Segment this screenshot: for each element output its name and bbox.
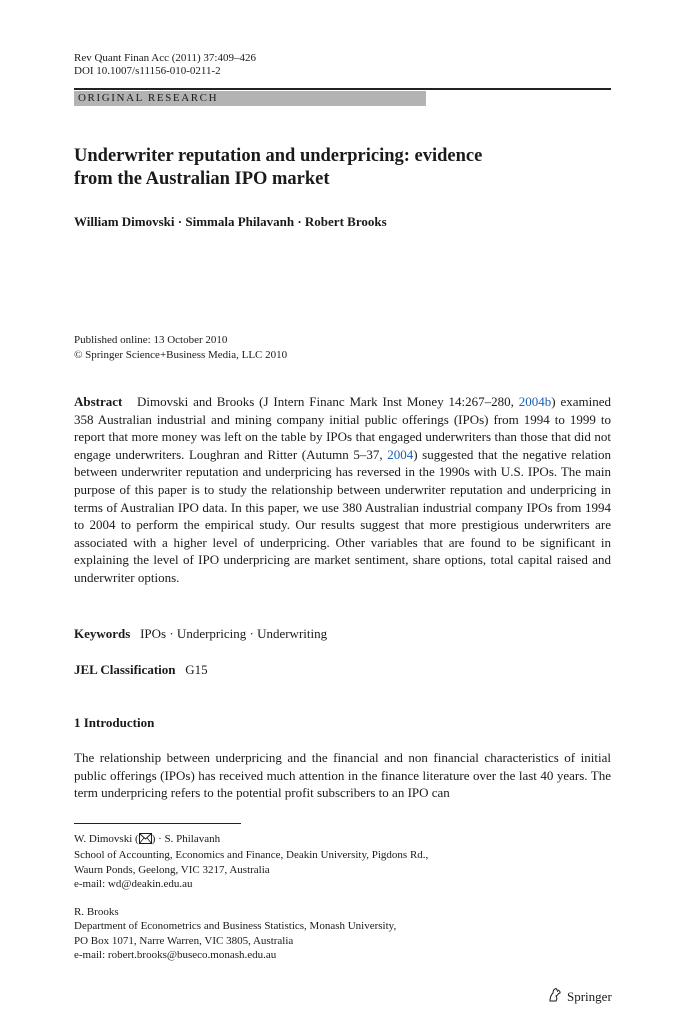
abstract-label: Abstract: [74, 394, 123, 409]
author-1-coauthor: ) · S. Philavanh: [151, 833, 221, 845]
jel-text: G15: [185, 662, 208, 677]
publisher-logo: [547, 987, 612, 1007]
footnote-rule: [74, 823, 241, 824]
keywords-label: Keywords: [74, 626, 131, 641]
abstract-text-2: ) examined 358 Australian industrial and mining company initial public offerings (IPOs) from 1994 to 1999 to report that more money was left on the table by IPOs that engaged underwriters than those that did not engage underwriters. Loughran and Ritter (Autumn 5–37,: [74, 394, 611, 462]
author-1-affiliation-line-2: Waurn Ponds, Geelong, VIC 3217, Australia: [74, 863, 270, 876]
jel-label: JEL Classification: [74, 662, 176, 677]
published-date: Published online: 13 October 2010: [74, 334, 228, 346]
section-label: ORIGINAL RESEARCH: [78, 92, 219, 104]
abstract-text-3: ) suggested that the negative relation between underwriter reputation and underpricing has reversed in the 1990s with U.S. IPOs. The main purpose of this paper is to study the relationship between underwriter reputation and underpricing in terms of Australian IPO data. In this paper, we use 380 Australian industrial company IPOs from 1994 to 2004 to perform the empirical study. Our results suggest that more prestigious underwriters are associated with a higher level of underpricing. Other variables that are found to be significant in explaining the level of IPO underpricing are market sentiment, share options, total capital raised and underwriter options.: [74, 446, 611, 585]
author-2-name: R. Brooks: [74, 906, 119, 918]
section-heading-introduction: 1 Introduction: [74, 715, 155, 730]
springer-wordmark: Springer: [567, 989, 612, 1004]
author-affiliation-1: [74, 832, 428, 891]
author-2-affiliation-line-2: PO Box 1071, Narre Warren, VIC 3805, Australia: [74, 934, 294, 947]
abstract-paragraph: [74, 393, 611, 587]
author-1-affiliation-line-1: School of Accounting, Economics and Finance, Deakin University, Pigdons Rd.,: [74, 849, 429, 862]
introduction-paragraph: The relationship between underpricing and the financial and non financial characteristics of initial public offerings (IPOs) has received much attention in the finance literature over the last 40 years. The term underpricing refers to the potential profit subscribers to an IPO can: [74, 750, 611, 801]
keywords-text: IPOs · Underpricing · Underwriting: [140, 626, 328, 641]
author-2-email: e-mail: robert.brooks@buseco.monash.edu.au: [74, 948, 277, 961]
doi-line: DOI 10.1007/s11156-010-0211-2: [74, 65, 221, 77]
author-affiliation-2: [74, 905, 396, 962]
author-list: William Dimovski · Simmala Philavanh · Robert Brooks: [74, 214, 387, 229]
author-1-names: [74, 832, 428, 848]
title-line-2: from the Australian IPO market: [74, 169, 330, 189]
citation-link-2004b[interactable]: 2004b: [518, 394, 552, 409]
section-banner: [74, 91, 426, 106]
journal-line: Rev Quant Finan Acc (2011) 37:409–426: [74, 52, 256, 64]
header-rule: [74, 88, 611, 90]
jel-line: [74, 662, 208, 678]
journal-citation: [74, 52, 256, 78]
publication-info: [74, 333, 287, 363]
author-2-affiliation-line-1: Department of Econometrics and Business Statistics, Monash University,: [74, 920, 397, 933]
title-line-1: Underwriter reputation and underpricing: evidence: [74, 146, 483, 166]
author-1-email: e-mail: wd@deakin.edu.au: [74, 877, 193, 890]
keywords-line: [74, 626, 327, 642]
copyright-line: © Springer Science+Business Media, LLC 2010: [74, 349, 288, 361]
article-title: [74, 145, 611, 191]
citation-link-2004[interactable]: 2004: [387, 446, 414, 462]
abstract-text-1: Dimovski and Brooks (J Intern Financ Mark Inst Money 14:267–280,: [136, 394, 519, 409]
envelope-icon: [139, 833, 152, 848]
springer-horse-icon: [547, 987, 563, 1007]
author-1-name: W. Dimovski (: [74, 833, 139, 845]
